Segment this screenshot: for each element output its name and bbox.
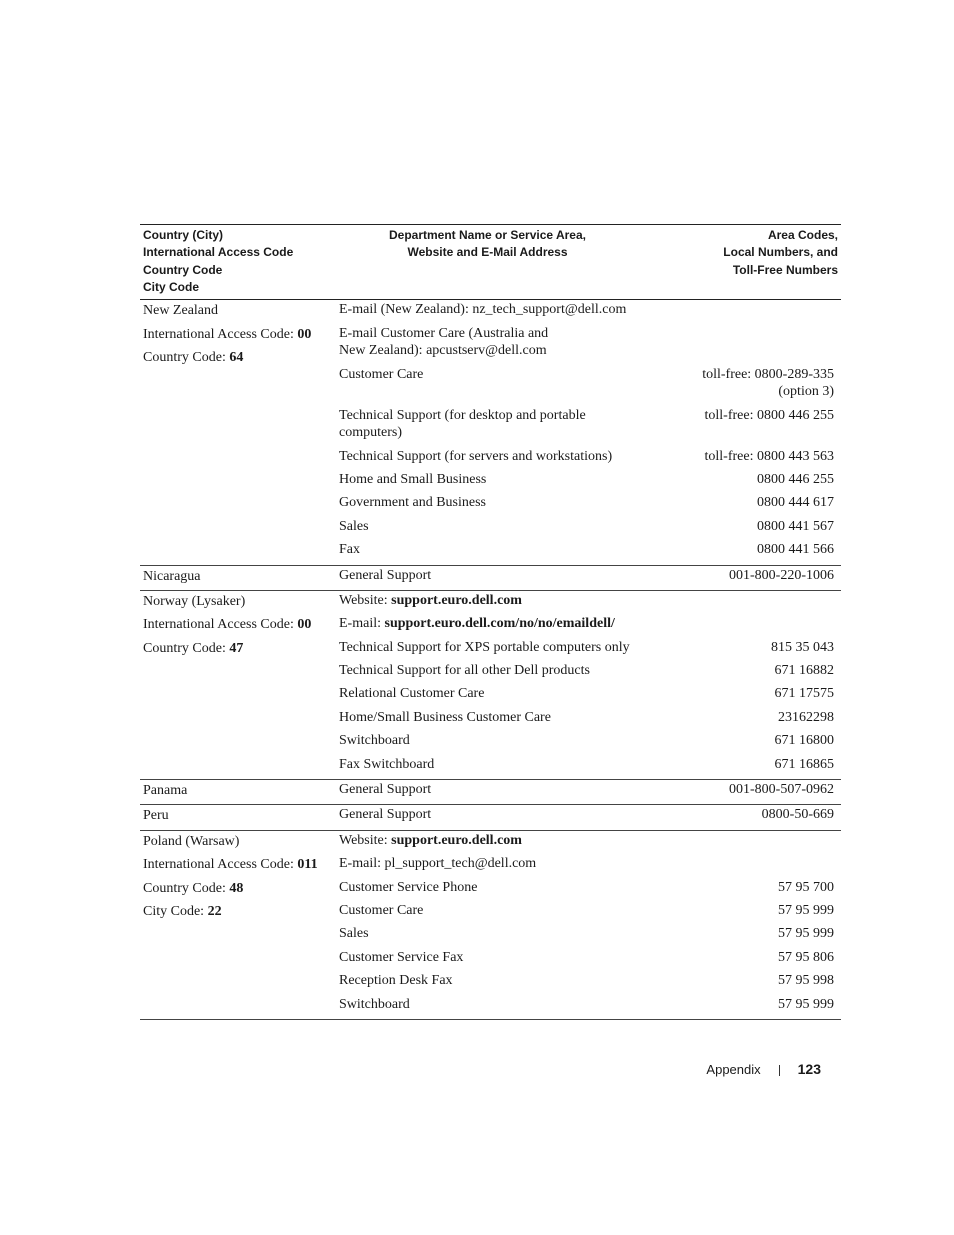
service-row — [336, 300, 841, 323]
header-department-column — [336, 227, 639, 296]
phone-number: 0800-50-669 — [761, 807, 834, 823]
phone-number-cell — [639, 854, 841, 877]
department-text — [339, 342, 639, 359]
country-group — [140, 566, 841, 591]
phone-number: 0800 441 566 — [757, 542, 834, 558]
department-text — [339, 471, 639, 488]
department-label: Customer Care — [339, 903, 424, 918]
service-row — [336, 948, 841, 971]
service-row — [336, 995, 841, 1018]
phone-number: 23162298 — [778, 709, 834, 725]
department-text — [339, 902, 639, 919]
department-label: Technical Support for XPS portable computers only — [339, 639, 630, 655]
department-text — [339, 972, 639, 989]
phone-number: (option 3) — [778, 383, 834, 399]
header-line: Country (City) — [143, 228, 223, 242]
phone-number: toll-free: 0800 446 255 — [704, 407, 834, 423]
service-row — [336, 493, 841, 516]
phone-number: 57 95 999 — [778, 926, 834, 942]
department-text — [339, 925, 639, 942]
department-cell — [336, 324, 639, 365]
service-row — [336, 971, 841, 994]
phone-number-cell — [639, 300, 841, 323]
phone-number-cell — [639, 614, 841, 637]
code-label: Norway (Lysaker) — [143, 593, 246, 609]
web-address: support.euro.dell.com/no/no/emaildell/ — [384, 616, 615, 632]
department-label: General Support — [339, 782, 432, 798]
service-row — [336, 661, 841, 684]
country-code-line — [143, 638, 336, 661]
department-text — [339, 781, 639, 798]
department-text — [339, 949, 639, 966]
country-name — [143, 831, 336, 854]
department-label: Home/Small Business Customer Care — [339, 709, 551, 725]
country-code-line — [143, 878, 336, 901]
service-row — [336, 365, 841, 406]
header-line: International Access Code — [143, 245, 294, 260]
web-address: support.euro.dell.com — [391, 832, 522, 848]
department-label: computers) — [339, 424, 402, 440]
department-label: E-mail: pl_support_tech@dell.com — [339, 856, 537, 872]
department-cell — [336, 638, 639, 661]
phone-number: 001-800-507-0962 — [729, 782, 834, 798]
header-country-column — [140, 227, 336, 296]
phone-number-cell — [639, 540, 841, 563]
department-label: Home and Small Business — [339, 471, 487, 487]
phone-number-cell — [639, 731, 841, 754]
country-info — [140, 805, 336, 828]
department-cell — [336, 948, 639, 971]
department-text — [339, 325, 639, 342]
department-label: Customer Service Fax — [339, 949, 464, 965]
code-label: City Code: — [143, 904, 208, 919]
phone-number: toll-free: 0800 443 563 — [704, 448, 834, 464]
phone-number-cell — [639, 948, 841, 971]
header-line: Department Name or Service Area, — [389, 228, 586, 242]
department-cell — [336, 971, 639, 994]
department-label: General Support — [339, 567, 432, 583]
phone-number: 57 95 806 — [778, 949, 834, 965]
service-row — [336, 638, 841, 661]
department-label: Switchboard — [339, 996, 410, 1012]
code-value: 47 — [229, 640, 244, 656]
phone-number: toll-free: 0800-289-335 — [702, 366, 834, 382]
country-code-line — [143, 324, 336, 347]
department-label: Government and Business — [339, 495, 486, 511]
country-name — [143, 780, 336, 803]
department-text — [339, 996, 639, 1013]
phone-number-cell — [639, 638, 841, 661]
code-label: International Access Code: — [143, 326, 298, 342]
phone-number-cell — [639, 591, 841, 614]
department-cell — [336, 566, 639, 589]
service-rows — [336, 805, 841, 828]
phone-number: 0800 446 255 — [757, 471, 834, 487]
contact-table — [140, 224, 841, 1020]
code-value: 22 — [207, 904, 222, 919]
country-name — [143, 591, 336, 614]
phone-number-cell — [639, 324, 841, 365]
service-row — [336, 406, 841, 447]
table-body — [140, 300, 841, 1020]
country-group — [140, 300, 841, 565]
department-label: E-mail (New Zealand): nz_tech_support@dell.com — [339, 302, 627, 318]
phone-number-cell — [639, 517, 841, 540]
country-info — [140, 591, 336, 778]
department-text — [339, 407, 639, 424]
code-label: Peru — [143, 808, 169, 824]
code-value: 48 — [229, 880, 244, 896]
department-cell — [336, 831, 639, 854]
service-row — [336, 831, 841, 854]
department-text — [339, 855, 639, 872]
department-label: Customer Service Phone — [339, 879, 478, 895]
phone-number-cell — [639, 831, 841, 854]
service-row — [336, 684, 841, 707]
code-label: Nicaragua — [143, 568, 201, 584]
department-label: New Zealand): apcustserv@dell.com — [339, 342, 547, 358]
department-text — [339, 806, 639, 823]
phone-number: 0800 444 617 — [757, 495, 834, 511]
phone-number-cell — [639, 365, 841, 406]
phone-number-cell — [639, 493, 841, 516]
service-row — [336, 566, 841, 589]
phone-number-cell — [639, 805, 841, 828]
service-row — [336, 708, 841, 731]
footer-section: Appendix — [706, 1061, 761, 1077]
table-header — [140, 225, 841, 300]
country-info — [140, 831, 336, 1018]
phone-number: 57 95 999 — [778, 903, 834, 918]
service-row — [336, 470, 841, 493]
department-label: E-mail: — [339, 616, 385, 632]
page-footer — [706, 1061, 821, 1077]
department-label: Reception Desk Fax — [339, 973, 453, 989]
phone-number-cell — [639, 470, 841, 493]
web-address: support.euro.dell.com — [391, 592, 522, 608]
service-row — [336, 731, 841, 754]
country-group — [140, 780, 841, 805]
department-cell — [336, 470, 639, 493]
code-value: 00 — [297, 617, 312, 633]
phone-number-cell — [639, 447, 841, 470]
department-text — [339, 832, 639, 849]
department-label: E-mail Customer Care (Australia and — [339, 325, 549, 341]
service-row — [336, 780, 841, 803]
department-cell — [336, 300, 639, 323]
code-label: New Zealand — [143, 303, 219, 319]
phone-number: 57 95 999 — [778, 996, 834, 1012]
service-rows — [336, 566, 841, 589]
department-label: Relational Customer Care — [339, 686, 485, 702]
service-row — [336, 614, 841, 637]
country-code-line — [143, 614, 336, 637]
header-line: Area Codes, — [767, 228, 838, 242]
department-text — [339, 732, 639, 749]
department-text — [339, 541, 639, 558]
department-cell — [336, 365, 639, 406]
country-group — [140, 805, 841, 830]
department-cell — [336, 614, 639, 637]
department-cell — [336, 406, 639, 447]
header-line: Country Code — [143, 262, 223, 277]
country-group — [140, 831, 841, 1020]
phone-number-cell — [639, 661, 841, 684]
department-cell — [336, 731, 639, 754]
department-label: General Support — [339, 807, 432, 823]
department-text — [339, 518, 639, 535]
country-name — [143, 300, 336, 323]
service-row — [336, 854, 841, 877]
service-row — [336, 901, 841, 924]
code-label: Poland (Warsaw) — [143, 833, 240, 849]
header-line: Website and E-Mail Address — [407, 245, 568, 260]
department-cell — [336, 995, 639, 1018]
country-info — [140, 566, 336, 589]
country-info — [140, 780, 336, 803]
department-label: Technical Support for all other Dell products — [339, 663, 590, 679]
phone-number-cell — [639, 406, 841, 447]
phone-number: 57 95 998 — [778, 973, 834, 989]
department-text — [339, 756, 639, 773]
department-cell — [336, 878, 639, 901]
department-cell — [336, 591, 639, 614]
phone-number: 0800 441 567 — [757, 518, 834, 534]
phone-number-cell — [639, 566, 841, 589]
code-value: 64 — [229, 349, 244, 365]
country-code-line — [143, 901, 336, 924]
code-label: International Access Code: — [143, 857, 298, 873]
department-label: Fax — [339, 542, 360, 558]
department-cell — [336, 493, 639, 516]
department-text — [339, 685, 639, 702]
phone-number: 815 35 043 — [771, 639, 834, 655]
phone-number: 671 16800 — [774, 733, 834, 749]
phone-number-cell — [639, 901, 841, 924]
phone-number: 671 16865 — [774, 756, 834, 772]
header-line: Local Numbers, and — [723, 245, 838, 260]
department-text — [339, 366, 639, 383]
phone-number-cell — [639, 995, 841, 1018]
department-label: Sales — [339, 926, 369, 942]
service-row — [336, 924, 841, 947]
header-numbers-column — [639, 227, 841, 296]
phone-number-cell — [639, 878, 841, 901]
phone-number: 671 16882 — [774, 663, 834, 679]
service-rows — [336, 831, 841, 1018]
country-info — [140, 300, 336, 563]
service-row — [336, 878, 841, 901]
department-cell — [336, 447, 639, 470]
department-label: Switchboard — [339, 733, 410, 749]
code-value: 00 — [297, 326, 312, 342]
department-text — [339, 448, 639, 465]
service-rows — [336, 591, 841, 778]
code-value: 011 — [297, 857, 318, 873]
header-line: City Code — [143, 279, 200, 294]
department-text — [339, 424, 639, 441]
department-label: Website: — [339, 592, 392, 608]
phone-number-cell — [639, 708, 841, 731]
department-cell — [336, 708, 639, 731]
service-rows — [336, 780, 841, 803]
footer-separator — [779, 1065, 780, 1076]
department-cell — [336, 854, 639, 877]
department-cell — [336, 517, 639, 540]
phone-number: 671 17575 — [774, 686, 834, 702]
department-text — [339, 301, 639, 318]
code-label: Panama — [143, 783, 188, 799]
code-label: Country Code: — [143, 349, 230, 365]
department-label: Technical Support (for servers and workstations) — [339, 448, 613, 464]
phone-number-cell — [639, 971, 841, 994]
service-row — [336, 447, 841, 470]
department-text — [339, 567, 639, 584]
country-code-line — [143, 347, 336, 370]
code-label: Country Code: — [143, 640, 230, 656]
country-group — [140, 591, 841, 780]
department-cell — [336, 805, 639, 828]
phone-number-cell — [639, 755, 841, 778]
department-label: Fax Switchboard — [339, 756, 435, 772]
department-text — [339, 662, 639, 679]
department-label: Website: — [339, 832, 392, 848]
department-cell — [336, 540, 639, 563]
department-text — [339, 615, 639, 632]
code-label: Country Code: — [143, 880, 230, 896]
department-cell — [336, 661, 639, 684]
header-line: Toll-Free Numbers — [732, 262, 838, 277]
department-label: Sales — [339, 518, 369, 534]
department-cell — [336, 684, 639, 707]
department-cell — [336, 755, 639, 778]
code-label: International Access Code: — [143, 617, 298, 633]
country-name — [143, 805, 336, 828]
phone-number-cell — [639, 780, 841, 803]
phone-number: 57 95 700 — [778, 879, 834, 895]
phone-number: 001-800-220-1006 — [729, 567, 834, 583]
department-label: Customer Care — [339, 366, 424, 382]
country-code-line — [143, 854, 336, 877]
service-row — [336, 591, 841, 614]
service-row — [336, 324, 841, 365]
department-text — [339, 639, 639, 656]
department-label: Technical Support (for desktop and portable — [339, 407, 586, 423]
service-row — [336, 517, 841, 540]
country-name — [143, 566, 336, 589]
service-row — [336, 540, 841, 563]
phone-number-cell — [639, 924, 841, 947]
service-row — [336, 805, 841, 828]
department-cell — [336, 780, 639, 803]
department-text — [339, 879, 639, 896]
department-cell — [336, 901, 639, 924]
department-text — [339, 494, 639, 511]
department-text — [339, 709, 639, 726]
department-cell — [336, 924, 639, 947]
phone-number-cell — [639, 684, 841, 707]
service-rows — [336, 300, 841, 563]
department-text — [339, 592, 639, 609]
service-row — [336, 755, 841, 778]
page-number: 123 — [797, 1061, 821, 1077]
